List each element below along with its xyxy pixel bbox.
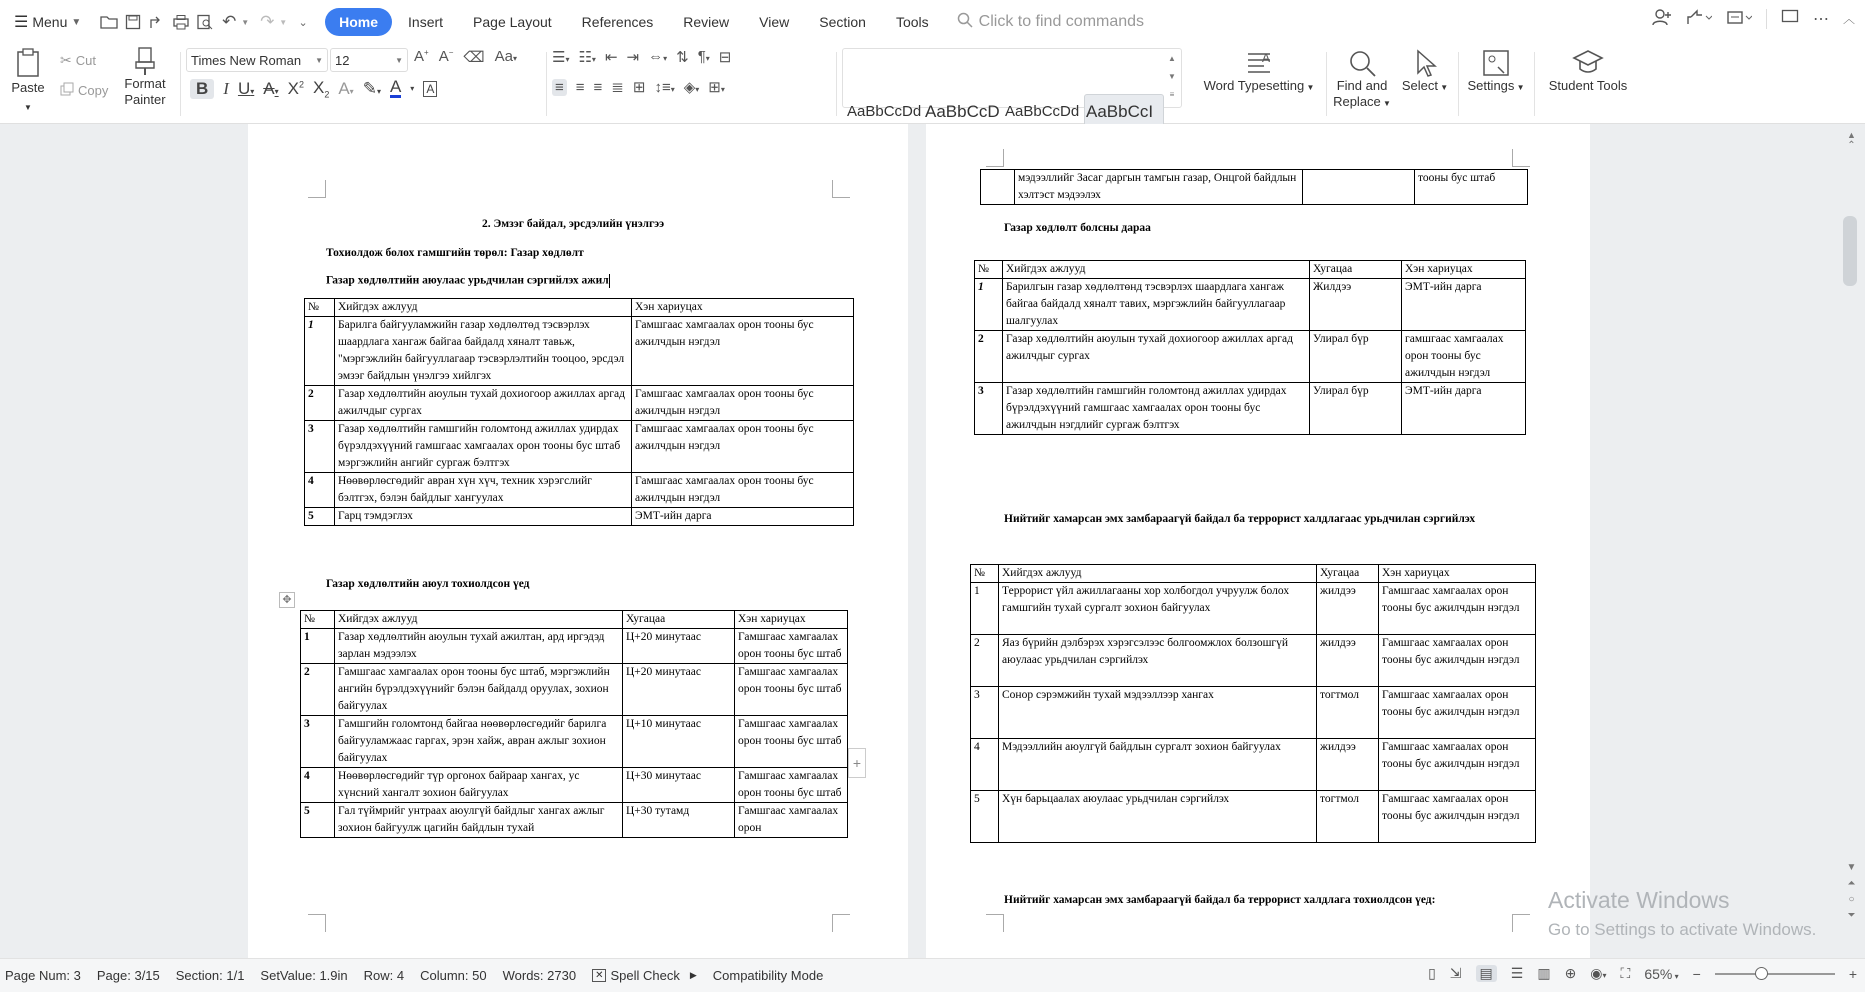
task-cell: Нөөвөрлөсгөдийг түр оргонох байраар хангах, ус хүнсний хангалт зохион байгуулах: [335, 768, 623, 803]
document-page-left[interactable]: [248, 124, 908, 958]
style-preview: AaBbCcD: [925, 102, 1000, 121]
status-words[interactable]: Words: 2730: [502, 968, 577, 983]
find-replace-button[interactable]: Find and Replace ▼: [1332, 48, 1392, 112]
row-number: [981, 170, 1015, 205]
table-row: [305, 421, 854, 473]
table-row: [975, 331, 1526, 383]
underline-button[interactable]: U▾: [237, 78, 255, 98]
task-cell: Барилгын газар хөдлөлтөнд тэсвэрлэх шаардлага хангаж байгаа байдалд хяналт тавих, мэргэжлийн байгууллагаар шалгуулах: [1003, 279, 1310, 331]
shrink-font-icon[interactable]: A−: [438, 48, 454, 65]
select-label: Select: [1401, 78, 1438, 93]
table-header-row: [305, 299, 854, 317]
share-icon[interactable]: [1686, 8, 1712, 29]
responsible-cell: Гамшгаас хамгаалах орон тооны бус штаб: [735, 716, 848, 768]
decrease-indent-icon[interactable]: ⇤: [604, 49, 618, 66]
web-view-icon[interactable]: ⊕: [1564, 965, 1577, 981]
responsible-cell: Гамшгаас хамгаалах орон тооны бус ажилчдын нэгдэл: [1379, 739, 1536, 791]
during-event-heading: Газар хөдлөлтийн аюул тохиолдсон үед: [326, 578, 530, 590]
prevention-heading: [326, 274, 610, 288]
student-tools-button[interactable]: [1540, 48, 1636, 94]
time-cell: Ц+10 минутааc: [623, 716, 735, 768]
row-number: 3: [305, 421, 335, 473]
responsible-cell: гамшгаас хамгаалах орон тооны бус ажилчдын нэгдэл: [1402, 331, 1526, 383]
copy-label: Copy: [78, 83, 109, 98]
row-number: 4: [305, 473, 335, 508]
responsible-cell: Гамшгаас хамгаалах орон тооны бус штаб: [735, 768, 848, 803]
task-cell: Газар хөдлөлтийн аюулын тухай ажилтан, ард иргэдэд зарлан мэдээлэх: [335, 629, 623, 664]
row-number: 1: [305, 317, 335, 386]
header-cell: №: [971, 565, 999, 583]
scrollbar-thumb[interactable]: [1843, 216, 1857, 286]
numbered-list-icon[interactable]: ☷▾: [578, 49, 596, 66]
time-cell: Жилдээ: [1310, 279, 1402, 331]
style-preview: AaBbCcDd: [847, 102, 922, 120]
zoom-level[interactable]: 65% ▾: [1644, 965, 1679, 982]
row-number: 1: [971, 583, 999, 635]
time-cell: жилдээ: [1317, 739, 1379, 791]
after-earthquake-heading: Газар хөдлөлт болсны дараа: [1004, 222, 1151, 234]
section-heading: 2. Эмзэг байдал, эрсдэлийн үнэлгээ: [482, 218, 665, 230]
text-effect-icon[interactable]: A▾: [338, 78, 354, 98]
header-cell: Хугацаа: [1310, 261, 1402, 279]
row-number: 5: [305, 508, 335, 526]
graduation-cap-icon: [1572, 48, 1604, 78]
task-cell: Гамшгаас хамгаалах орон тооны бус штаб, мэргэжлийн ангийн бүрэлдэхүүнийг бэлэн байдалд оруулах, зохион байгуулах: [335, 664, 623, 716]
collapse-icon[interactable]: ⌃: [1847, 140, 1856, 151]
task-cell: Газар хөдлөлтийн гамшгийн голомтонд ажиллах удирдах бүрэлдэхүүний гамшгаас хамгаалах орон тооны бус ажилчдын нэгдлийг сургаж бэлтгэх: [1003, 383, 1310, 435]
time-cell: жилдээ: [1317, 635, 1379, 687]
styles-scroll[interactable]: ▲ ▼ ≡: [1168, 54, 1176, 99]
time-cell: Ц+30 минутааc: [623, 768, 735, 803]
prevention-heading-text: Газар хөдлөлтийн аюулаас урьдчилан сэргийлэх ажил: [326, 274, 609, 287]
row-number: 2: [975, 331, 1003, 383]
highlight-icon[interactable]: ✎▾: [362, 78, 381, 98]
responsible-cell: тооны бус штаб: [1415, 170, 1528, 205]
sort-icon[interactable]: ⇅: [676, 49, 689, 66]
output-pdf-icon[interactable]: ⇲: [1449, 965, 1462, 981]
header-cell: №: [975, 261, 1003, 279]
row-number: 5: [301, 803, 335, 838]
paste-icon: [14, 48, 42, 78]
spell-check-label: Spell Check: [610, 968, 680, 983]
tab-section[interactable]: Section: [819, 14, 866, 30]
crop-mark: [832, 180, 850, 198]
redo-dropdown-icon[interactable]: ▼: [279, 17, 288, 27]
page-view-icon[interactable]: ▤: [1476, 965, 1497, 982]
menu-bar: [0, 0, 1865, 44]
zoom-value: 65%: [1644, 965, 1673, 982]
task-cell: Гарц тэмдэглэх: [335, 508, 632, 526]
tab-insert[interactable]: Insert: [408, 14, 444, 30]
row-number: 3: [301, 716, 335, 768]
crop-mark: [986, 914, 1004, 932]
ribbon-tabs: [325, 8, 943, 36]
student-tools-label: Student Tools: [1548, 78, 1628, 93]
chevron-down-icon: ▼: [395, 55, 403, 65]
crop-mark: [1512, 149, 1530, 167]
copy-button[interactable]: [60, 82, 108, 99]
task-cell: Барилга байгууламжийн газар хөдлөлтөд тэсвэрлэх шаардлага хангаж байгаа байдалд хяналт тавьж, "мэргэжлийн байгууллагаар тэсвэрлэлтийн тооцоо, эрсдэл эмзэг байдлын үнэлгээ хийлгэх: [335, 317, 632, 386]
tab-stops-icon[interactable]: ⊟: [718, 49, 732, 66]
chevron-down-icon: ▼: [71, 16, 82, 28]
comment-icon[interactable]: [1781, 9, 1799, 28]
table-row: [301, 629, 848, 664]
document-page-right[interactable]: [926, 124, 1590, 958]
header-cell: Хэн хариуцах: [1402, 261, 1526, 279]
zoom-slider-thumb[interactable]: [1755, 967, 1768, 980]
table-row: [971, 687, 1536, 739]
next-page-icon[interactable]: ⏷: [1847, 910, 1856, 921]
bold-button[interactable]: B: [190, 79, 214, 99]
word-typesetting-button[interactable]: A Word Typesetting ▼: [1200, 48, 1318, 96]
table-header-row: [971, 565, 1536, 583]
header-cell: №: [305, 299, 335, 317]
activate-windows-subtitle: Go to Settings to activate Windows.: [1548, 920, 1817, 939]
table-header-row: [975, 261, 1526, 279]
crop-mark: [308, 914, 326, 932]
table-row: [971, 739, 1536, 791]
status-page[interactable]: Page: 3/15: [96, 968, 160, 983]
font-name-value: Times New Roman: [191, 52, 302, 68]
status-setvalue[interactable]: SetValue: 1.9in: [260, 968, 348, 983]
hamburger-icon: ☰: [14, 14, 29, 31]
add-row-plus-icon[interactable]: +: [848, 748, 866, 778]
outline-view-icon[interactable]: ☰: [1510, 965, 1524, 981]
main-menu-button[interactable]: [4, 7, 91, 37]
header-cell: Хэн хариуцах: [1379, 565, 1536, 583]
status-section[interactable]: Section: 1/1: [175, 968, 245, 983]
tab-view[interactable]: View: [759, 14, 790, 30]
terrorism-prevention-heading: Нийтийг хамарсан эмх замбараагүй байдал ба террорист халдлагаас урьдчилан сэргийлэх: [1004, 513, 1476, 525]
crop-mark: [986, 149, 1004, 167]
search-placeholder: Click to find commands: [978, 13, 1145, 30]
row-number: 2: [305, 386, 335, 421]
vertical-scrollbar[interactable]: [1838, 124, 1865, 958]
responsible-cell: Гамшгаас хамгаалах орон тооны бус штаб: [735, 664, 848, 716]
eye-protection-icon[interactable]: ◉▾: [1590, 965, 1607, 981]
task-cell: Газар хөдлөлтийн аюулын тухай дохиогоор ажиллах аргад ажилчдыг сургах: [1003, 331, 1310, 383]
task-cell: Хүн барьцаалах аюулаас урьдчилан сэргийлэх: [999, 791, 1317, 843]
compatibility-mode: Compatibility Mode: [712, 968, 824, 983]
format-painter-label-1: Format: [124, 76, 166, 91]
crop-mark: [308, 180, 326, 198]
table-row: [305, 508, 854, 526]
time-cell: Ц+30 тутамд: [623, 803, 735, 838]
time-cell: жилдээ: [1317, 583, 1379, 635]
cursor-arrow-icon: [1410, 48, 1440, 78]
table-row: [975, 383, 1526, 435]
tab-tools[interactable]: Tools: [895, 14, 929, 30]
responsible-cell: ЭМТ-ийн дарга: [1402, 383, 1526, 435]
table-row: [301, 664, 848, 716]
cut-button[interactable]: [60, 52, 96, 69]
text-cursor: [609, 274, 610, 288]
customize-toolbar-icon[interactable]: ⌄: [298, 16, 308, 29]
activate-windows-title: Activate Windows: [1548, 887, 1730, 913]
table-row: [975, 279, 1526, 331]
responsible-cell: Гамшгаас хамгаалах орон тооны бус ажилчдын нэгдэл: [1379, 791, 1536, 843]
font-color-icon[interactable]: A: [389, 77, 402, 97]
reading-view-icon[interactable]: ▥: [1537, 965, 1551, 981]
italic-button[interactable]: I: [223, 78, 229, 98]
font-size-select[interactable]: [330, 48, 408, 72]
status-column[interactable]: Column: 50: [420, 968, 487, 983]
borders-icon[interactable]: ⊞▾: [708, 79, 725, 96]
clear-format-icon[interactable]: ⌫: [463, 49, 485, 66]
table-row: [981, 170, 1528, 205]
disaster-type-heading: Тохиолдож болох гамшгийн төрөл: Газар хөдлөлт: [326, 247, 584, 259]
document-area: [0, 124, 1865, 958]
time-cell: Ц+20 минутааc: [623, 664, 735, 716]
responsible-cell: Гамшгаас хамгаалах орон тооны бус ажилчдын нэгдэл: [632, 473, 854, 508]
typesetting-icon: [1244, 48, 1274, 78]
sync-icon[interactable]: [1726, 8, 1752, 29]
header-cell: Хийгдэх ажлууд: [335, 299, 632, 317]
settings-label: Settings: [1467, 78, 1515, 93]
task-cell: Мэдээллийн аюулгүй байдлын сургалт зохион байгуулах: [999, 739, 1317, 791]
header-cell: Хэн хариуцах: [735, 611, 848, 629]
character-border-icon[interactable]: A: [423, 81, 437, 97]
style-preview: AaBbCcI: [1086, 102, 1154, 121]
responsible-cell: Гамшгаас хамгаалах орон тооны бус ажилчдын нэгдэл: [632, 317, 854, 386]
table-row: [301, 803, 848, 838]
zoom-slider[interactable]: [1715, 973, 1835, 975]
time-cell: Улирал бүр: [1310, 383, 1402, 435]
time-cell: тогтмол: [1317, 687, 1379, 739]
task-cell: Сонор сэрэмжийн тухай мэдээллээр хангах: [999, 687, 1317, 739]
responsible-cell: Гамшгаас хамгаалах орон тооны бус ажилчдын нэгдэл: [1379, 635, 1536, 687]
task-cell: Гал түймрийг унтраах аюулгүй байдлыг хангах ажлыг зохион байгуулж цагийн байдлын тухай: [335, 803, 623, 838]
prevention-table: [304, 298, 854, 526]
select-browse-object-icon[interactable]: ○: [1848, 894, 1855, 905]
settings-button[interactable]: Settings ▼: [1464, 48, 1528, 96]
task-cell: Гамшгийн голомтонд байгаа нөөвөрлөсгөдийг барилга байгууламжаас гаргах, эрэн хайж, авран ажлыг зохион байгуулах: [335, 716, 623, 768]
tab-home[interactable]: Home: [325, 8, 392, 36]
grow-font-icon[interactable]: A+: [414, 48, 429, 65]
undo-icon[interactable]: ↶: [222, 12, 237, 31]
chevron-down-icon: ▼: [315, 55, 323, 65]
row-number: 4: [971, 739, 999, 791]
status-row[interactable]: Row: 4: [363, 968, 405, 983]
search-icon: [957, 12, 973, 33]
save-icon[interactable]: [121, 10, 145, 34]
status-bar: [0, 958, 1865, 992]
copy-icon: [60, 82, 74, 99]
zoom-in-button[interactable]: +: [1848, 965, 1857, 982]
align-left-button[interactable]: ≡: [552, 79, 567, 96]
table-row: [971, 635, 1536, 687]
spell-check-button[interactable]: [584, 968, 705, 983]
scroll-up-arrow[interactable]: ▲: [1847, 130, 1856, 140]
responsible-cell: Гамшгаас хамгаалах орон тооны бус ажилчдын нэгдэл: [632, 386, 854, 421]
header-cell: Хийгдэх ажлууд: [1003, 261, 1310, 279]
table-row: [305, 473, 854, 508]
crop-mark: [1512, 914, 1530, 932]
print-icon[interactable]: [169, 10, 193, 34]
status-page-num[interactable]: Page Num: 3: [5, 968, 81, 983]
table-row: [971, 791, 1536, 843]
command-search[interactable]: [957, 12, 1144, 33]
paintbrush-icon: [134, 46, 156, 76]
menu-label: Menu: [32, 14, 68, 30]
increase-indent-icon[interactable]: ⇥: [626, 49, 640, 66]
task-cell: Террорист үйл ажиллагааны хор холбогдол учруулж болох гамшгийн тухай сургалт зохион байгуулах: [999, 583, 1317, 635]
font-size-value: 12: [335, 52, 350, 68]
text-direction-icon[interactable]: ⇔▾: [648, 48, 668, 65]
table-row: [305, 386, 854, 421]
after-earthquake-table: [974, 260, 1526, 435]
word-typesetting-label: Word Typesetting: [1203, 78, 1305, 93]
zoom-out-button[interactable]: −: [1692, 965, 1701, 982]
responsible-cell: Гамшгаас хамгаалах орон тооны бус ажилчдын нэгдэл: [1379, 583, 1536, 635]
undo-dropdown-icon[interactable]: ▼: [241, 17, 250, 27]
paragraph-mark-icon[interactable]: ¶▾: [697, 48, 710, 65]
task-cell: мэдээллийг Засаг даргын тамгын газар, Онцгой байдлын хэлтэст мэдээлэх: [1015, 170, 1303, 205]
export-icon[interactable]: [145, 10, 169, 34]
header-cell: Хэн хариуцах: [632, 299, 854, 317]
time-cell: тогтмол: [1317, 791, 1379, 843]
header-cell: Хийгдэх ажлууд: [999, 565, 1317, 583]
read-mode-icon[interactable]: ▯: [1428, 965, 1436, 981]
line-spacing-icon[interactable]: ↕≡▾: [654, 78, 675, 96]
style-preview: AaBbCcDd: [1005, 102, 1080, 120]
settings-icon: [1481, 48, 1511, 78]
table-move-handle-icon[interactable]: ✥: [279, 592, 295, 608]
table-row: [305, 317, 854, 386]
format-painter-label-2: Painter: [124, 92, 166, 107]
paste-label: Paste: [11, 80, 45, 95]
responsible-cell: ЭМТ-ийн дарга: [632, 508, 854, 526]
row-number: 2: [971, 635, 999, 687]
tab-page-layout[interactable]: Page Layout: [473, 14, 552, 30]
scroll-down-arrow[interactable]: ▼: [1846, 862, 1857, 873]
justify-button[interactable]: ≣: [611, 79, 624, 96]
change-case-icon[interactable]: Aa▾: [494, 48, 517, 65]
spell-check-icon: ✕: [592, 969, 606, 982]
responsible-cell: ЭМТ-ийн дарга: [1402, 279, 1526, 331]
select-button[interactable]: Select ▼: [1400, 48, 1450, 96]
crop-mark: [832, 914, 850, 932]
tab-review[interactable]: Review: [683, 14, 730, 30]
task-cell: Нөөвөрлөсгөдийг авран хүн хүч, техник хэрэгслийг бэлтгэх, бэлэн байдлыг хангуулах: [335, 473, 632, 508]
table-row: [301, 768, 848, 803]
responsible-cell: Гамшгаас хамгаалах орон тооны бус ажилчдын нэгдэл: [632, 421, 854, 473]
previous-page-icon[interactable]: ⏶: [1847, 878, 1856, 889]
home-ribbon: Paste ▼ ✂ Cut Copy Format Painter Times New Roman ▼ 12 ▼ A+ A− ⌫ Aa▾ B I U▾ A▾ $X^2$ $X_2$ A▾ ✎▾ A ▾ A ☰▾ ☷▾ ⇤ ⇥ ⇔▾ ⇅ ¶▾ ⊟ ≡ ≡ ≡ ≣ ⊞ ↕≡▾ ◈▾ ⊞▾ AaBbCcDd AaBbCcD AaBbCcDd AaBbCcI ▲ ▼ ≡ A Word Typesetting ▼ Find and Replace ▼ Select ▼ Settings ▼ Student Tools: [0, 44, 1865, 124]
format-painter-button[interactable]: [120, 46, 170, 108]
find-replace-label-2: Replace: [1333, 94, 1381, 109]
row-number: 1: [301, 629, 335, 664]
header-cell: №: [301, 611, 335, 629]
open-folder-icon[interactable]: [97, 10, 121, 34]
more-options-icon[interactable]: ⋯: [1812, 10, 1829, 28]
table-row: [301, 716, 848, 768]
add-user-icon[interactable]: [1652, 8, 1672, 29]
terrorism-during-heading: Нийтийг хамарсан эмх замбараагүй байдал ба террорист халдлага тохиолдсон үед:: [1004, 894, 1436, 906]
strikethrough-button[interactable]: A▾: [263, 78, 279, 98]
svg-text:A: A: [1262, 51, 1271, 65]
row-number: 5: [971, 791, 999, 843]
table-row: [971, 583, 1536, 635]
terrorism-prevention-table: [970, 564, 1536, 843]
header-cell: Хугацаа: [623, 611, 735, 629]
responsible-cell: Гамшгаас хамгаалах орон тооны бус ажилчдын нэгдэл: [1379, 687, 1536, 739]
task-cell: Яаз бүрийн дэлбэрэх хэрэгсэлээс болгоомжлох болзошгүй аюулаас урьдчилан сэргийлэх: [999, 635, 1317, 687]
find-replace-label-1: Find and: [1336, 78, 1388, 93]
row-number: 3: [975, 383, 1003, 435]
time-cell: [1303, 170, 1415, 205]
header-cell: Хийгдэх ажлууд: [335, 611, 623, 629]
bullet-list-icon[interactable]: ☰▾: [552, 49, 570, 66]
distributed-icon[interactable]: ⊞: [632, 79, 646, 96]
row-number: 4: [301, 768, 335, 803]
continued-table: [980, 169, 1528, 205]
row-number: 1: [975, 279, 1003, 331]
time-cell: Ц+20 минутаас: [623, 629, 735, 664]
task-cell: Газар хөдлөлтийн гамшгийн голомтонд ажиллах удирдах бүрэлдэхүүний гамшгаас хамгаалах орон тооны бус штаб мэргэжлийн ангийг сургаж бэлтгэх: [335, 421, 632, 473]
align-right-button[interactable]: ≡: [593, 78, 603, 96]
cut-label: Cut: [75, 53, 96, 68]
collapse-ribbon-icon[interactable]: ︿: [1842, 12, 1855, 26]
shading-icon[interactable]: ◈▾: [683, 79, 700, 96]
table-header-row: [301, 611, 848, 629]
font-name-select[interactable]: [186, 48, 328, 72]
task-cell: Газар хөдлөлтийн аюулын тухай дохиогоор ажиллах аргад ажилчдыг сургах: [335, 386, 632, 421]
redo-icon[interactable]: ↷: [260, 12, 275, 31]
during-event-table: [300, 610, 848, 838]
row-number: 2: [301, 664, 335, 716]
scissors-icon: ✂: [60, 52, 72, 68]
responsible-cell: Гамшгаас хамгаалах орон тооны бус штаб: [735, 629, 848, 664]
chevron-right-icon: ▶: [689, 970, 697, 980]
header-cell: Хугацаа: [1317, 565, 1379, 583]
align-center-button[interactable]: ≡: [575, 78, 585, 96]
paste-button[interactable]: Paste ▼: [8, 48, 48, 116]
subscript-button[interactable]: $X_2$: [312, 78, 330, 100]
tab-references[interactable]: References: [581, 14, 654, 30]
time-cell: Улирал бүр: [1310, 331, 1402, 383]
fit-page-icon[interactable]: ⛶: [1620, 965, 1631, 981]
responsible-cell: Гамшгаас хамгаалах орон: [735, 803, 848, 838]
print-preview-icon[interactable]: [193, 10, 217, 34]
row-number: 3: [971, 687, 999, 739]
superscript-button[interactable]: $X^2$: [287, 78, 304, 98]
magnifier-icon: [1347, 48, 1377, 78]
